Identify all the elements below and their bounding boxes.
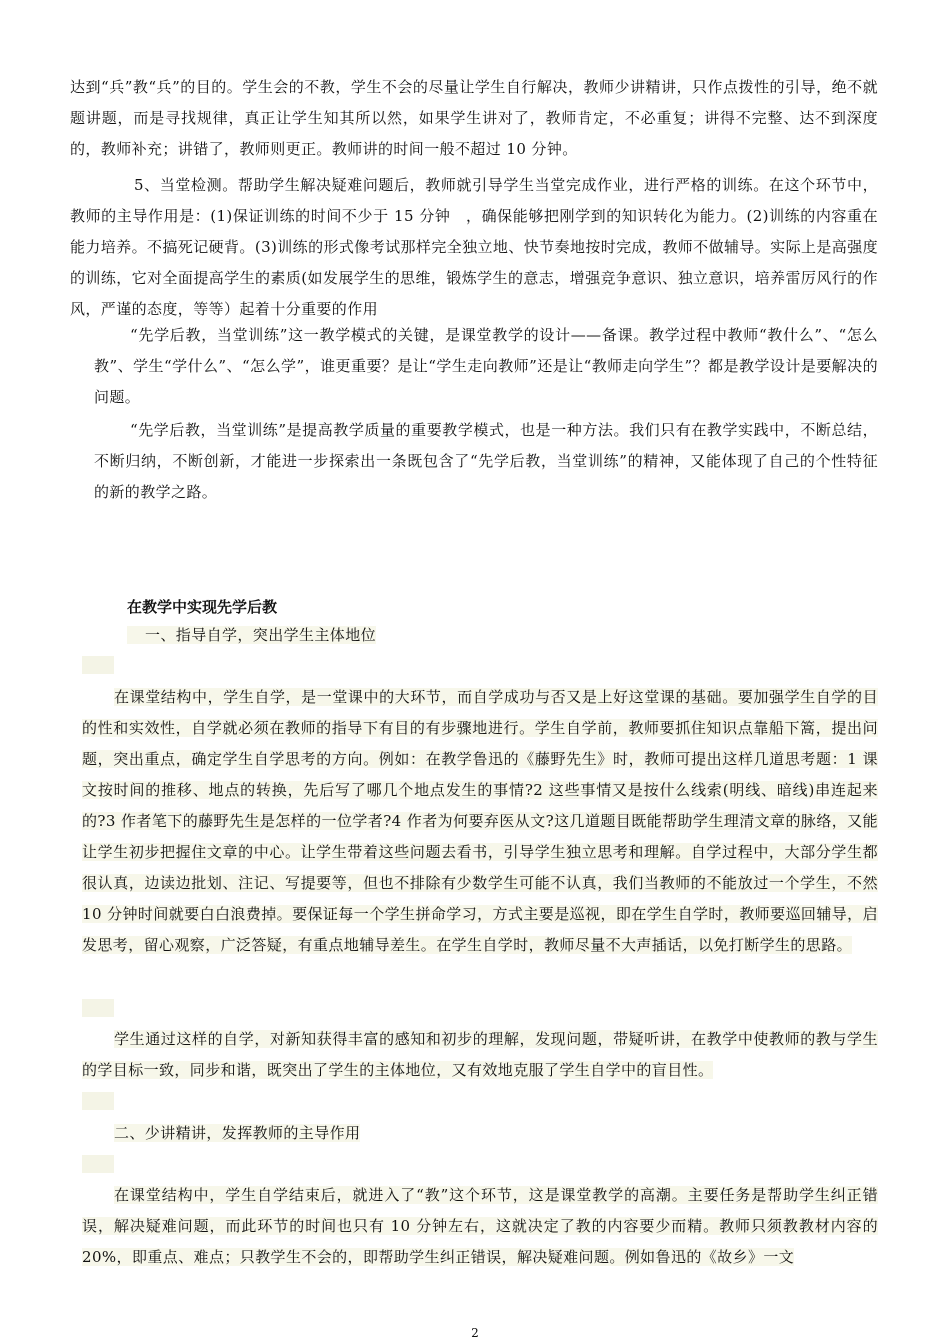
paragraph-lesson-design: “先学后教，当堂训练”这一教学模式的关键，是课堂教学的设计——备课。教学过程中教师“教什么”、“怎么教”、学生“学什么”、“怎么学”，谁更重要？是让“学生走向教师”还是让“教师走向学生”？都是教学设计是要解决的问题。 [94,326,878,406]
section2-paragraph-1 [82,1180,878,1273]
highlight-blank [82,1092,114,1110]
section1-heading [127,620,376,651]
paragraph-conclusion: “先学后教，当堂训练”是提高教学质量的重要教学模式，也是一种方法。我们只有在教学实践中，不断总结，不断归纳，不断创新，才能进一步探索出一条既包含了“先学后教，当堂训练”的精神，又能体现了自己的个性特征的新的教学之路。 [94,421,878,501]
section2-paragraph-1-text: 在课堂结构中，学生自学结束后，就进入了“教”这个环节，这是课堂教学的高潮。主要任务是帮助学生纠正错误，解决疑难问题，而此环节的时间也只有 10 分钟左右，这就决定了教的内容要少而精。教师只须教教材内容的 20%，即重点、难点；只教学生不会的，即帮助学生纠正错误，解决疑难问题。例如鲁迅的《故乡》一文 [82,1186,878,1266]
section1-heading-text: 一、指导自学，突出学生主体地位 [127,626,376,644]
section1-paragraph-2 [82,1024,878,1086]
section2-heading [82,1118,878,1149]
section1-paragraph-1 [82,682,878,961]
section2-heading-text: 二、少讲精讲，发挥教师的主导作用 [114,1124,361,1142]
page-number: 2 [471,1326,479,1340]
highlight-blank [82,656,114,674]
section1-paragraph-1-text: 在课堂结构中，学生自学，是一堂课中的大环节，而自学成功与否又是上好这堂课的基础。要加强学生自学的目的性和实效性，自学就必须在教师的指导下有目的有步骤地进行。学生自学前，教师要抓住知识点靠船下篙，提出问题，突出重点，确定学生自学思考的方向。例如：在教学鲁迅的《藤野先生》时，教师可提出这样几道思考题：1 课文按时间的推移、地点的转换，先后写了哪几个地点发生的事情?2 这些事情又是按什么线索(明线、暗线)串连起来的?3 作者笔下的藤野先生是怎样的一位学者?4 作者为何要弃医从文?这几道题目既能帮助学生理清文章的脉络，又能让学生初步把握住文章的中心。让学生带着这些问题去看书，引导学生独立思考和理解。自学过程中，大部分学生都很认真，边读边批划、注记、写提要等，但也不排除有少数学生可能不认真，我们当教师的不能放过一个学生，不然 10 分钟时间就要白白浪费掉。要保证每一个学生拼命学习，方式主要是巡视，即在学生自学时，教师要巡回辅导，启发思考，留心观察，广泛答疑，有重点地辅导差生。在学生自学时，教师尽量不大声插话，以免打断学生的思路。 [82,688,878,954]
paragraph-continuation: 达到“兵”教“兵”的目的。学生会的不教，学生不会的尽量让学生自行解决，教师少讲精讲，只作点拨性的引导，绝不就题讲题，而是寻找规律，真正让学生知其所以然，如果学生讲对了，教师肯定，不必重复；讲得不完整、达不到深度的，教师补充；讲错了，教师则更正。教师讲的时间一般不超过 10 分钟。 [70,78,878,158]
article-title: 在教学中实现先学后教 [127,598,278,616]
highlight-blank [82,1155,114,1173]
highlight-blank [82,999,114,1017]
section1-paragraph-2-text: 学生通过这样的自学，对新知获得丰富的感知和初步的理解，发现问题，带疑听讲，在教学中使教师的教与学生的学目标一致，同步和谐，既突出了学生的主体地位，又有效地克服了学生自学中的盲目性。 [82,1030,878,1079]
paragraph-classroom-test: 5、当堂检测。帮助学生解决疑难问题后，教师就引导学生当堂完成作业，进行严格的训练。在这个环节中，教师的主导作用是：(1)保证训练的时间不少于 15 分钟 ，确保能够把刚学到的知识转化为能力。(2)训练的内容重在能力培养。不搞死记硬背。(3)训练的形式像考试那样完全独立地、快节奏地按时完成，教师不做辅导。实际上是高强度的训练，它对全面提高学生的素质(如发展学生的思维，锻炼学生的意志，增强竞争意识、独立意识，培养雷厉风行的作风，严谨的态度，等等）起着十分重要的作用 [70,176,878,318]
